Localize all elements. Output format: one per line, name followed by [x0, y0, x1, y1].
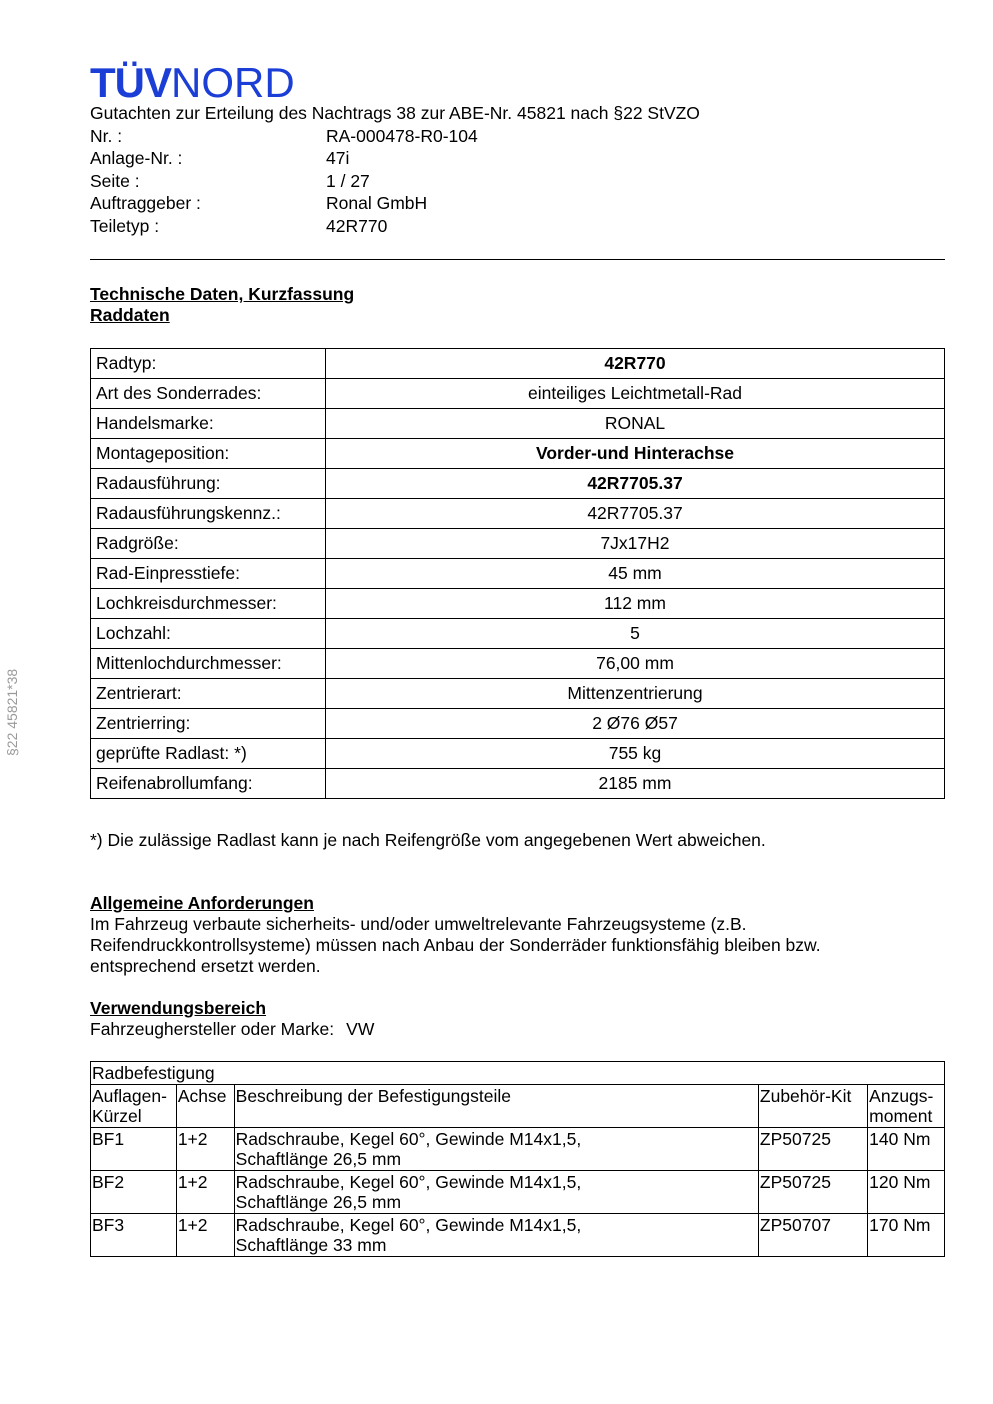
- verw-title: Verwendungsbereich: [90, 998, 267, 1018]
- raddaten-value: einteiliges Leichtmetall-Rad: [326, 379, 945, 409]
- document-title: Gutachten zur Erteilung des Nachtrags 38 zur ABE-Nr. 45821 nach §22 StVZO: [90, 103, 700, 123]
- raddaten-value: 42R7705.37: [326, 469, 945, 499]
- table-row: [91, 439, 945, 469]
- raddaten-label: Mittenlochdurchmesser:: [91, 649, 326, 679]
- beschreibung: [234, 1127, 758, 1170]
- raddaten-label: Lochkreisdurchmesser:: [91, 589, 326, 619]
- header-field-value: RA-000478-R0-104: [326, 125, 478, 146]
- zubehoer-kit: ZP50725: [758, 1170, 867, 1213]
- header-field: [90, 125, 700, 148]
- raddaten-value: 2185 mm: [326, 769, 945, 799]
- column-header-line: Beschreibung der Befestigungsteile: [235, 1085, 511, 1106]
- column-header-line: Zubehör-Kit: [759, 1085, 852, 1106]
- table-row: [91, 589, 945, 619]
- beschreibung-line: Radschraube, Kegel 60°, Gewinde M14x1,5,: [235, 1171, 582, 1192]
- table-row: [91, 769, 945, 799]
- header-field-key: Anlage-Nr. :: [90, 148, 183, 169]
- column-header-line: Anzugs-: [869, 1085, 934, 1106]
- raddaten-value: 42R7705.37: [326, 499, 945, 529]
- table-row: [91, 649, 945, 679]
- column-header-line: moment: [869, 1106, 933, 1126]
- beschreibung: [234, 1213, 758, 1256]
- header-field: [90, 192, 700, 215]
- raddaten-value: 2 Ø76 Ø57: [326, 709, 945, 739]
- raddaten-label: geprüfte Radlast: *): [91, 739, 326, 769]
- header-field: [90, 215, 700, 238]
- raddaten-value: 7Jx17H2: [326, 529, 945, 559]
- raddaten-label: Rad-Einpresstiefe:: [91, 559, 326, 589]
- raddaten-value: Vorder-und Hinterachse: [326, 439, 945, 469]
- allg-line: Reifendruckkontrollsysteme) müssen nach Anbau der Sonderräder funktionsfähig bleiben bzw.: [90, 935, 821, 955]
- raddaten-value: 755 kg: [326, 739, 945, 769]
- header-field: [90, 170, 700, 193]
- zubehoer-kit: ZP50725: [758, 1127, 867, 1170]
- verwendung-section: [90, 998, 374, 1040]
- table-row: [91, 1127, 945, 1170]
- allg-line: Im Fahrzeug verbaute sicherheits- und/oder umweltrelevante Fahrzeugsysteme (z.B.: [90, 914, 747, 934]
- raddaten-value: 76,00 mm: [326, 649, 945, 679]
- table-row: [91, 709, 945, 739]
- raddaten-value: RONAL: [326, 409, 945, 439]
- achse: 1+2: [176, 1170, 234, 1213]
- raddaten-label: Montageposition:: [91, 439, 326, 469]
- allgemeine-section: [90, 893, 821, 977]
- raddaten-label: Radausführung:: [91, 469, 326, 499]
- document-header: [90, 102, 700, 238]
- beschreibung-line: Schaftlänge 26,5 mm: [235, 1192, 402, 1212]
- auflagen-kuerzel: BF1: [91, 1127, 177, 1170]
- table-row: [91, 1213, 945, 1256]
- header-field: [90, 147, 700, 170]
- beschreibung-line: Schaftlänge 26,5 mm: [235, 1149, 402, 1169]
- tuv-nord-logo: TÜVNORD: [90, 59, 295, 106]
- zubehoer-kit: ZP50707: [758, 1213, 867, 1256]
- column-header: [91, 1084, 177, 1127]
- raddaten-label: Zentrierring:: [91, 709, 326, 739]
- table-row: [91, 529, 945, 559]
- achse: 1+2: [176, 1127, 234, 1170]
- header-field-value: 42R770: [326, 215, 388, 236]
- allg-title: Allgemeine Anforderungen: [90, 893, 314, 913]
- auflagen-kuerzel: BF3: [91, 1213, 177, 1256]
- footnote: *) Die zulässige Radlast kann je nach Reifengröße vom angegebenen Wert abweichen.: [90, 830, 766, 850]
- verw-label: Fahrzeughersteller oder Marke:: [90, 1019, 335, 1039]
- table-row: [91, 1170, 945, 1213]
- table-row: [91, 559, 945, 589]
- raddaten-value: 45 mm: [326, 559, 945, 589]
- raddaten-value: Mittenzentrierung: [326, 679, 945, 709]
- table-row: [91, 379, 945, 409]
- column-header-line: Kürzel: [92, 1106, 142, 1126]
- table-header-row: [91, 1084, 945, 1127]
- column-header: [868, 1084, 945, 1127]
- header-divider: [90, 259, 945, 260]
- beschreibung-line: Radschraube, Kegel 60°, Gewinde M14x1,5,: [235, 1214, 582, 1235]
- raddaten-label: Radausführungskennz.:: [91, 499, 326, 529]
- raddaten-label: Reifenabrollumfang:: [91, 769, 326, 799]
- column-header-line: Auflagen-: [92, 1085, 167, 1106]
- table-row: [91, 679, 945, 709]
- verw-value: VW: [346, 1019, 375, 1039]
- raddaten-label: Handelsmarke:: [91, 409, 326, 439]
- column-header: [234, 1084, 758, 1127]
- header-field-value: 1 / 27: [326, 170, 370, 191]
- anzugsmoment: 120 Nm: [868, 1170, 945, 1213]
- tech-section-heading: [90, 284, 354, 326]
- raddaten-label: Art des Sonderrades:: [91, 379, 326, 409]
- raddaten-value: 112 mm: [326, 589, 945, 619]
- achse: 1+2: [176, 1213, 234, 1256]
- side-note: §22 45821*38: [4, 668, 20, 756]
- table-row: [91, 499, 945, 529]
- header-field-key: Teiletyp :: [90, 215, 160, 236]
- raddaten-label: Zentrierart:: [91, 679, 326, 709]
- beschreibung: [234, 1170, 758, 1213]
- table-row: [91, 619, 945, 649]
- raddaten-value: 5: [326, 619, 945, 649]
- column-header-line: Achse: [177, 1085, 227, 1106]
- raddaten-title: Raddaten: [90, 305, 170, 325]
- raddaten-label: Radtyp:: [91, 349, 326, 379]
- table-title-row: [91, 1062, 945, 1085]
- radbefestigung-table: [90, 1061, 945, 1257]
- raddaten-label: Radgröße:: [91, 529, 326, 559]
- auflagen-kuerzel: BF2: [91, 1170, 177, 1213]
- table-row: [91, 349, 945, 379]
- anzugsmoment: 140 Nm: [868, 1127, 945, 1170]
- allg-line: entsprechend ersetzt werden.: [90, 956, 321, 976]
- table-row: [91, 409, 945, 439]
- column-header: [758, 1084, 867, 1127]
- header-field-value: 47i: [326, 148, 350, 169]
- table-row: [91, 469, 945, 499]
- header-field-key: Seite :: [90, 170, 140, 191]
- column-header: [176, 1084, 234, 1127]
- radbefestigung-title: Radbefestigung: [91, 1062, 945, 1085]
- raddaten-label: Lochzahl:: [91, 619, 326, 649]
- beschreibung-line: Radschraube, Kegel 60°, Gewinde M14x1,5,: [235, 1128, 582, 1149]
- beschreibung-line: Schaftlänge 33 mm: [235, 1235, 387, 1255]
- header-field-key: Auftraggeber :: [90, 193, 201, 214]
- raddaten-table: [90, 348, 945, 799]
- anzugsmoment: 170 Nm: [868, 1213, 945, 1256]
- header-field-value: Ronal GmbH: [326, 193, 428, 214]
- table-row: [91, 739, 945, 769]
- raddaten-value: 42R770: [326, 349, 945, 379]
- header-field-key: Nr. :: [90, 125, 123, 146]
- tech-title: Technische Daten, Kurzfassung: [90, 284, 355, 304]
